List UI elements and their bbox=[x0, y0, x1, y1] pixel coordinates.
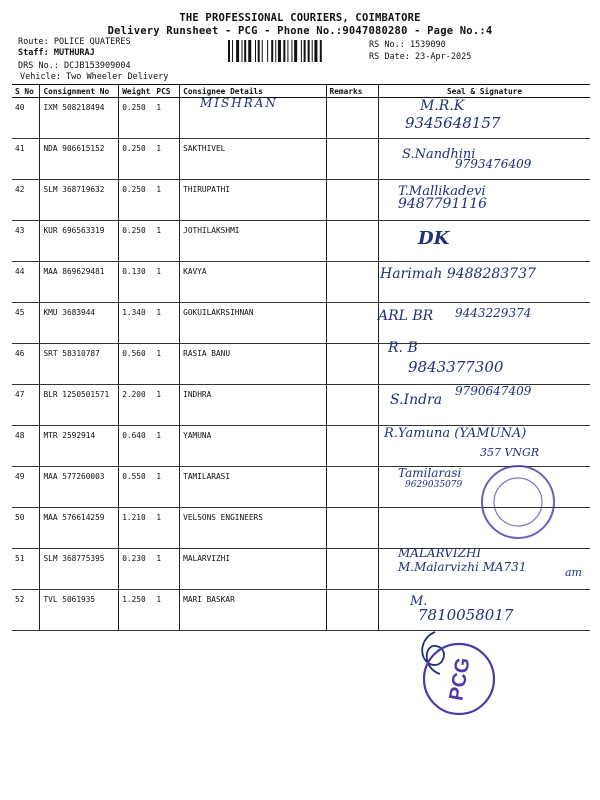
row-sno: 51 bbox=[12, 549, 40, 590]
signature-43: DK bbox=[418, 228, 450, 249]
phone-49: 9629035079 bbox=[405, 480, 463, 490]
phone-47: 9790647409 bbox=[455, 384, 532, 398]
barcode-bar bbox=[320, 40, 322, 62]
row-consignment-no: MAA 869629481 bbox=[40, 262, 119, 303]
row-weight: 0.250 bbox=[119, 221, 154, 262]
barcode-bar bbox=[242, 40, 243, 62]
row-pcs: 1 bbox=[153, 262, 179, 303]
staff-info bbox=[18, 48, 95, 58]
company-seal-stamp bbox=[478, 462, 558, 542]
row-consignment-no: TVL 5061935 bbox=[40, 590, 119, 631]
row-weight: 0.550 bbox=[119, 467, 154, 508]
barcode-bar bbox=[308, 40, 310, 62]
row-consignee: GOKUILAKRSIHNAN bbox=[180, 303, 326, 344]
row-pcs: 1 bbox=[153, 549, 179, 590]
row-consignee: MALARVIZHI bbox=[180, 549, 326, 590]
barcode-bar bbox=[278, 40, 281, 62]
row-sno: 50 bbox=[12, 508, 40, 549]
table-row bbox=[12, 180, 590, 221]
row-sno: 47 bbox=[12, 385, 40, 426]
barcode-bar bbox=[301, 40, 302, 62]
row-sno: 43 bbox=[12, 221, 40, 262]
barcode-bar bbox=[248, 40, 251, 62]
handwritten-name-40: MISHRAN bbox=[200, 96, 278, 110]
phone-52: 7810058017 bbox=[418, 606, 514, 624]
table-row bbox=[12, 221, 590, 262]
company-title: THE PROFESSIONAL COURIERS, COIMBATORE bbox=[179, 12, 421, 24]
row-consignee: YAMUNA bbox=[180, 426, 326, 467]
row-pcs: 1 bbox=[153, 467, 179, 508]
row-consignment-no: SLM 368775395 bbox=[40, 549, 119, 590]
barcode-bar bbox=[283, 40, 285, 62]
phone-48: 357 VNGR bbox=[480, 446, 540, 459]
row-sno: 45 bbox=[12, 303, 40, 344]
barcode-bar bbox=[275, 40, 276, 62]
row-consignment-no: MTR 2592914 bbox=[40, 426, 119, 467]
row-consignment-no: SLM 368719632 bbox=[40, 180, 119, 221]
signature-52: M. bbox=[410, 594, 428, 609]
table-row bbox=[12, 98, 590, 139]
barcode-bar bbox=[304, 40, 306, 62]
barcode-bar bbox=[271, 40, 273, 62]
row-sno: 42 bbox=[12, 180, 40, 221]
signature-44: Harimah 9488283737 bbox=[380, 266, 536, 282]
row-consignment-no: NDA 906615152 bbox=[40, 139, 119, 180]
drs-info: DRS No.: DCJB153909004 bbox=[18, 61, 131, 71]
signature-47: S.Indra bbox=[390, 392, 443, 408]
row-remarks bbox=[326, 344, 378, 385]
row-sno: 40 bbox=[12, 98, 40, 139]
row-weight: 1.210 bbox=[119, 508, 154, 549]
col-consignment: Consignment No bbox=[40, 85, 119, 98]
phone-41: 9793476409 bbox=[455, 157, 532, 171]
barcode-bar bbox=[291, 40, 292, 62]
signature-42: T.Mallikadevi bbox=[398, 184, 486, 199]
row-remarks bbox=[326, 98, 378, 139]
row-sno: 46 bbox=[12, 344, 40, 385]
row-consignee: RASIA BANU bbox=[180, 344, 326, 385]
row-consignee: SAKTHIVEL bbox=[180, 139, 326, 180]
barcode-bar bbox=[232, 40, 233, 62]
row-weight: 0.250 bbox=[119, 180, 154, 221]
barcode-bar bbox=[228, 40, 230, 62]
row-consignee: MARI BASKAR bbox=[180, 590, 326, 631]
rs-date: RS Date: 23-Apr-2025 bbox=[369, 52, 472, 62]
col-consignee: Consignee Details bbox=[180, 85, 326, 98]
row-sno: 48 bbox=[12, 426, 40, 467]
row-consignment-no: BLR 1250501571 bbox=[40, 385, 119, 426]
row-weight: 0.560 bbox=[119, 344, 154, 385]
row-consignee: KAVYA bbox=[180, 262, 326, 303]
row-pcs: 1 bbox=[153, 426, 179, 467]
barcode-bar bbox=[287, 40, 288, 62]
signature-40: M.R.K bbox=[420, 98, 465, 114]
signature-48: R.Yamuna (YAMUNA) bbox=[384, 426, 527, 441]
row-weight: 2.200 bbox=[119, 385, 154, 426]
row-consignee: TAMILARASI bbox=[180, 467, 326, 508]
row-remarks bbox=[326, 385, 378, 426]
barcode-bar bbox=[312, 40, 313, 62]
row-consignment-no: MAA 576614259 bbox=[40, 508, 119, 549]
row-weight: 1.250 bbox=[119, 590, 154, 631]
row-consignee: JOTHILAKSHMI bbox=[180, 221, 326, 262]
barcode bbox=[228, 40, 353, 62]
pcg-stamp-text: PCG bbox=[445, 655, 475, 703]
rs-number: RS No.: 1539090 bbox=[369, 40, 446, 50]
row-sno: 41 bbox=[12, 139, 40, 180]
runsheet-subtitle: Delivery Runsheet - PCG - Phone No.:9047080280 - Page No.:4 bbox=[107, 25, 493, 37]
row-weight: 0.250 bbox=[119, 98, 154, 139]
table-header-row bbox=[12, 85, 590, 98]
phone-42: 9487791116 bbox=[398, 196, 488, 212]
route-info: Route: POLICE QUATERES bbox=[18, 37, 131, 47]
barcode-bar bbox=[236, 40, 239, 62]
barcode-bar bbox=[255, 40, 256, 62]
row-weight: 1.340 bbox=[119, 303, 154, 344]
row-remarks bbox=[326, 508, 378, 549]
phone-46: 9843377300 bbox=[408, 358, 504, 376]
col-remarks: Remarks bbox=[326, 85, 378, 98]
signature-51-b: M.Malarvizhi MA731 bbox=[398, 560, 527, 574]
row-sno: 44 bbox=[12, 262, 40, 303]
row-remarks bbox=[326, 221, 378, 262]
row-consignment-no: MAA 577260003 bbox=[40, 467, 119, 508]
row-remarks bbox=[326, 139, 378, 180]
row-signature-cell bbox=[379, 221, 591, 262]
row-sno: 49 bbox=[12, 467, 40, 508]
row-remarks bbox=[326, 590, 378, 631]
barcode-bar bbox=[244, 40, 246, 62]
row-pcs: 1 bbox=[153, 303, 179, 344]
signature-45: ARL BR bbox=[378, 308, 434, 324]
staff-name: MUTHURAJ bbox=[53, 48, 95, 58]
row-pcs: 1 bbox=[153, 98, 179, 139]
signature-46: R. B bbox=[388, 340, 418, 356]
row-consignment-no: KMU 3683944 bbox=[40, 303, 119, 344]
row-consignment-no: KUR 696563319 bbox=[40, 221, 119, 262]
barcode-bar bbox=[314, 40, 317, 62]
row-remarks bbox=[326, 549, 378, 590]
barcode-bar bbox=[294, 40, 297, 62]
row-pcs: 1 bbox=[153, 590, 179, 631]
phone-45: 9443229374 bbox=[455, 306, 532, 320]
signature-51: MALARVIZHI bbox=[398, 546, 482, 560]
signature-41: S.Nandhini bbox=[402, 147, 476, 162]
barcode-bar bbox=[267, 40, 268, 62]
row-consignment-no: SRT 58310787 bbox=[40, 344, 119, 385]
row-pcs: 1 bbox=[153, 221, 179, 262]
signature-49: Tamilarasi bbox=[398, 466, 462, 480]
row-remarks bbox=[326, 467, 378, 508]
row-pcs: 1 bbox=[153, 180, 179, 221]
row-pcs: 1 bbox=[153, 508, 179, 549]
row-remarks bbox=[326, 262, 378, 303]
row-consignment-no: IXM 508218494 bbox=[40, 98, 119, 139]
col-pcs: PCS bbox=[153, 85, 179, 98]
row-pcs: 1 bbox=[153, 344, 179, 385]
row-remarks bbox=[326, 303, 378, 344]
vehicle-info: Vehicle: Two Wheeler Delivery bbox=[20, 72, 169, 82]
row-remarks bbox=[326, 180, 378, 221]
row-weight: 0.250 bbox=[119, 139, 154, 180]
row-remarks bbox=[326, 426, 378, 467]
row-consignee: INDHRA bbox=[180, 385, 326, 426]
barcode-bar bbox=[262, 40, 263, 62]
row-consignee: THIRUPATHI bbox=[180, 180, 326, 221]
row-weight: 0.640 bbox=[119, 426, 154, 467]
row-consignee: VELSONS ENGINEERS bbox=[180, 508, 326, 549]
staff-label: Staff: bbox=[18, 48, 49, 58]
row-weight: 0.230 bbox=[119, 549, 154, 590]
row-pcs: 1 bbox=[153, 139, 179, 180]
col-signature: Seal & Signature bbox=[379, 85, 591, 98]
row-weight: 0.130 bbox=[119, 262, 154, 303]
row-sno: 52 bbox=[12, 590, 40, 631]
barcode-graphic bbox=[228, 40, 353, 62]
col-weight: Weight bbox=[119, 85, 154, 98]
row-pcs: 1 bbox=[153, 385, 179, 426]
barcode-bar bbox=[258, 40, 260, 62]
phone-40: 9345648157 bbox=[405, 114, 501, 132]
col-sno: S No bbox=[12, 85, 40, 98]
signature-51-c: am bbox=[565, 566, 582, 579]
pcg-stamp bbox=[420, 640, 498, 718]
